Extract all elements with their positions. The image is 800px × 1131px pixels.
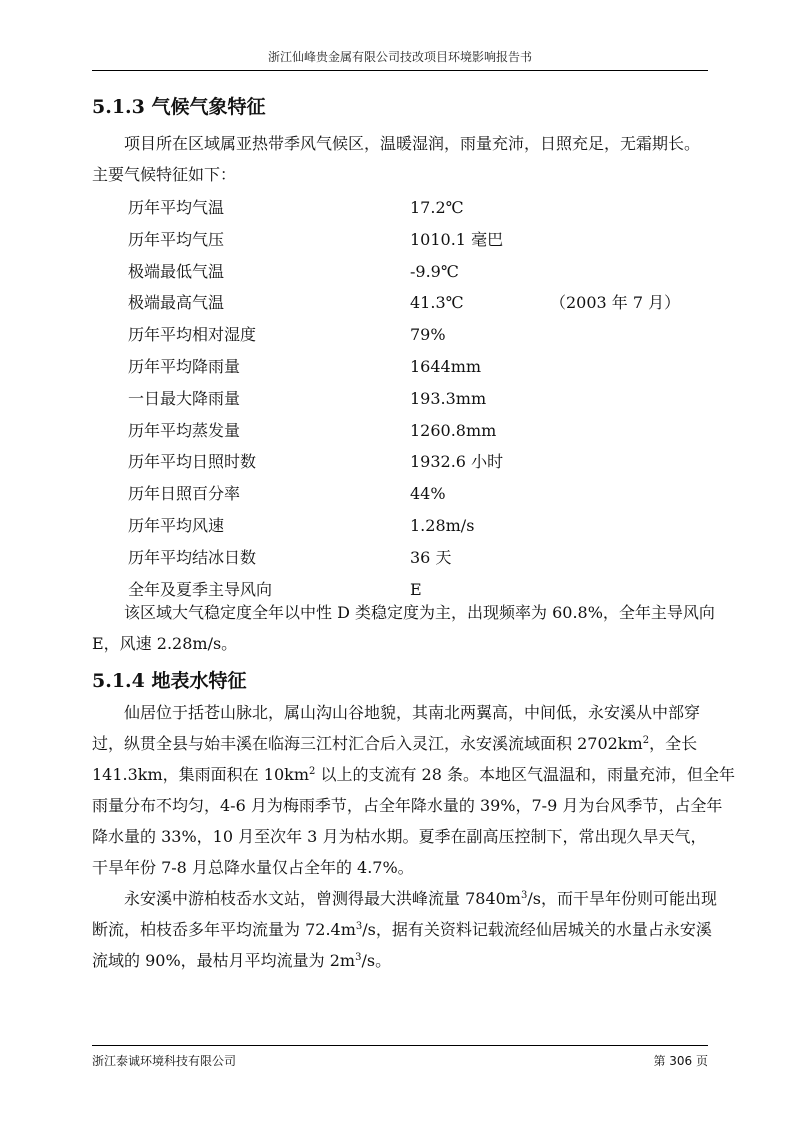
text-segment: 流域的 90%，最枯月平均流量为 2m: [92, 951, 356, 970]
text-segment: /s。: [361, 951, 392, 970]
climate-row: [128, 351, 688, 383]
text-line: [92, 883, 717, 914]
climate-row: [128, 256, 688, 288]
climate-value: 36 天: [410, 547, 452, 567]
climate-label: 历年平均结冰日数: [128, 547, 257, 567]
text-line: 项目所在区域属亚热带季风气候区，温暖湿润，雨量充沛，日照充足，无霜期长。: [124, 134, 701, 153]
climate-row: [128, 224, 688, 256]
climate-value: 1.28m/s: [410, 515, 475, 535]
climate-label: 全年及夏季主导风向: [128, 579, 273, 599]
text-segment: ，全长: [649, 734, 698, 753]
climate-row: [128, 478, 688, 510]
text-line: 该区域大气稳定度全年以中性 D 类稳定度为主，出现频率为 60.8%，全年主导风向: [124, 603, 715, 622]
climate-label: 历年平均气温: [128, 198, 225, 217]
text-segment: 141.3km，集雨面积在 10km: [92, 765, 309, 784]
climate-label: 历年日照百分率: [128, 484, 241, 504]
surface-water-paragraph-1: [92, 697, 735, 883]
climate-value: -9.9℃: [410, 261, 459, 281]
climate-value: 79%: [410, 325, 446, 345]
text-line: 干旱年份 7-8 月总降水量仅占全年的 4.7%。: [92, 858, 414, 877]
superscript: 3: [520, 890, 528, 901]
climate-value: E: [410, 579, 422, 599]
page-header: 浙江仙峰贵金属有限公司技改项目环境影响报告书: [267, 50, 532, 64]
climate-label: 一日最大降雨量: [128, 388, 241, 408]
climate-note: （2003 年 7 月）: [550, 293, 681, 313]
section-heading-climate: 5.1.3 气候气象特征: [92, 96, 266, 118]
text-segment: 以上的支流有 28 条。本地区气温温和，雨量充沛，但全年: [315, 765, 735, 784]
climate-label: 历年平均气压: [128, 229, 225, 249]
climate-label: 极端最高气温: [128, 293, 225, 313]
text-line: [92, 759, 735, 790]
climate-value: 1010.1 毫巴: [410, 229, 504, 249]
climate-value: 193.3mm: [410, 388, 487, 408]
climate-value: 41.3℃: [410, 293, 464, 313]
text-line: 主要气候特征如下：: [92, 165, 237, 184]
text-segment: /s，据有关资料记载流经仙居城关的水量占永安溪: [362, 920, 712, 939]
climate-intro: [92, 128, 708, 190]
climate-closing: [92, 597, 715, 659]
climate-row: [128, 542, 688, 574]
text-segment: 永安溪中游柏枝岙水文站，曾测得最大洪峰流量 7840m: [124, 889, 521, 908]
climate-value: 17.2℃: [410, 198, 464, 217]
climate-row: [128, 510, 688, 542]
superscript: 2: [642, 735, 650, 746]
climate-value: 1644mm: [410, 356, 482, 376]
climate-value: 1932.6 小时: [410, 452, 504, 472]
text-line: [92, 914, 712, 945]
climate-label: 极端最低气温: [128, 261, 225, 281]
climate-label: 历年平均降雨量: [128, 356, 241, 376]
climate-row: [128, 383, 688, 415]
footer-divider: [92, 1045, 708, 1046]
text-line: [92, 945, 708, 976]
climate-value: 44%: [410, 484, 446, 504]
header-divider: [92, 70, 708, 71]
superscript: 2: [309, 766, 316, 777]
footer-company: 浙江泰诚环境科技有限公司: [92, 1054, 237, 1068]
climate-row: [128, 287, 688, 319]
text-segment: /s，而干旱年份则可能出现: [527, 889, 717, 908]
climate-label: 历年平均日照时数: [128, 452, 257, 472]
superscript: 3: [355, 952, 362, 963]
climate-data-list: [128, 192, 688, 605]
superscript: 3: [355, 921, 363, 932]
climate-row: [128, 415, 688, 447]
text-line: 仙居位于括苍山脉北，属山沟山谷地貌，其南北两翼高，中间低，永安溪从中部穿: [124, 703, 701, 722]
text-segment: 断流，柏枝岙多年平均流量为 72.4m: [92, 920, 356, 939]
footer-page-number: 第 306 页: [653, 1054, 708, 1068]
climate-label: 历年平均相对湿度: [128, 325, 257, 345]
climate-value: 1260.8mm: [410, 420, 497, 440]
climate-row: [128, 192, 688, 224]
surface-water-paragraph-2: [92, 883, 717, 976]
text-line: 雨量分布不均匀，4-6 月为梅雨季节，占全年降水量的 39%，7-9 月为台风季节，占全年: [92, 796, 723, 815]
section-heading-surface-water: 5.1.4 地表水特征: [92, 670, 247, 692]
text-line: 降水量的 33%，10 月至次年 3 月为枯水期。夏季在副高压控制下，常出现久旱天气，: [92, 827, 707, 846]
text-segment: 过，纵贯全县与始丰溪在临海三江村汇合后入灵江，永安溪流域面积 2702km: [92, 734, 643, 753]
climate-row: [128, 446, 688, 478]
climate-label: 历年平均蒸发量: [128, 420, 241, 440]
climate-row: [128, 319, 688, 351]
climate-label: 历年平均风速: [128, 515, 225, 535]
text-line: E，风速 2.28m/s。: [92, 634, 238, 653]
text-line: [92, 728, 708, 759]
